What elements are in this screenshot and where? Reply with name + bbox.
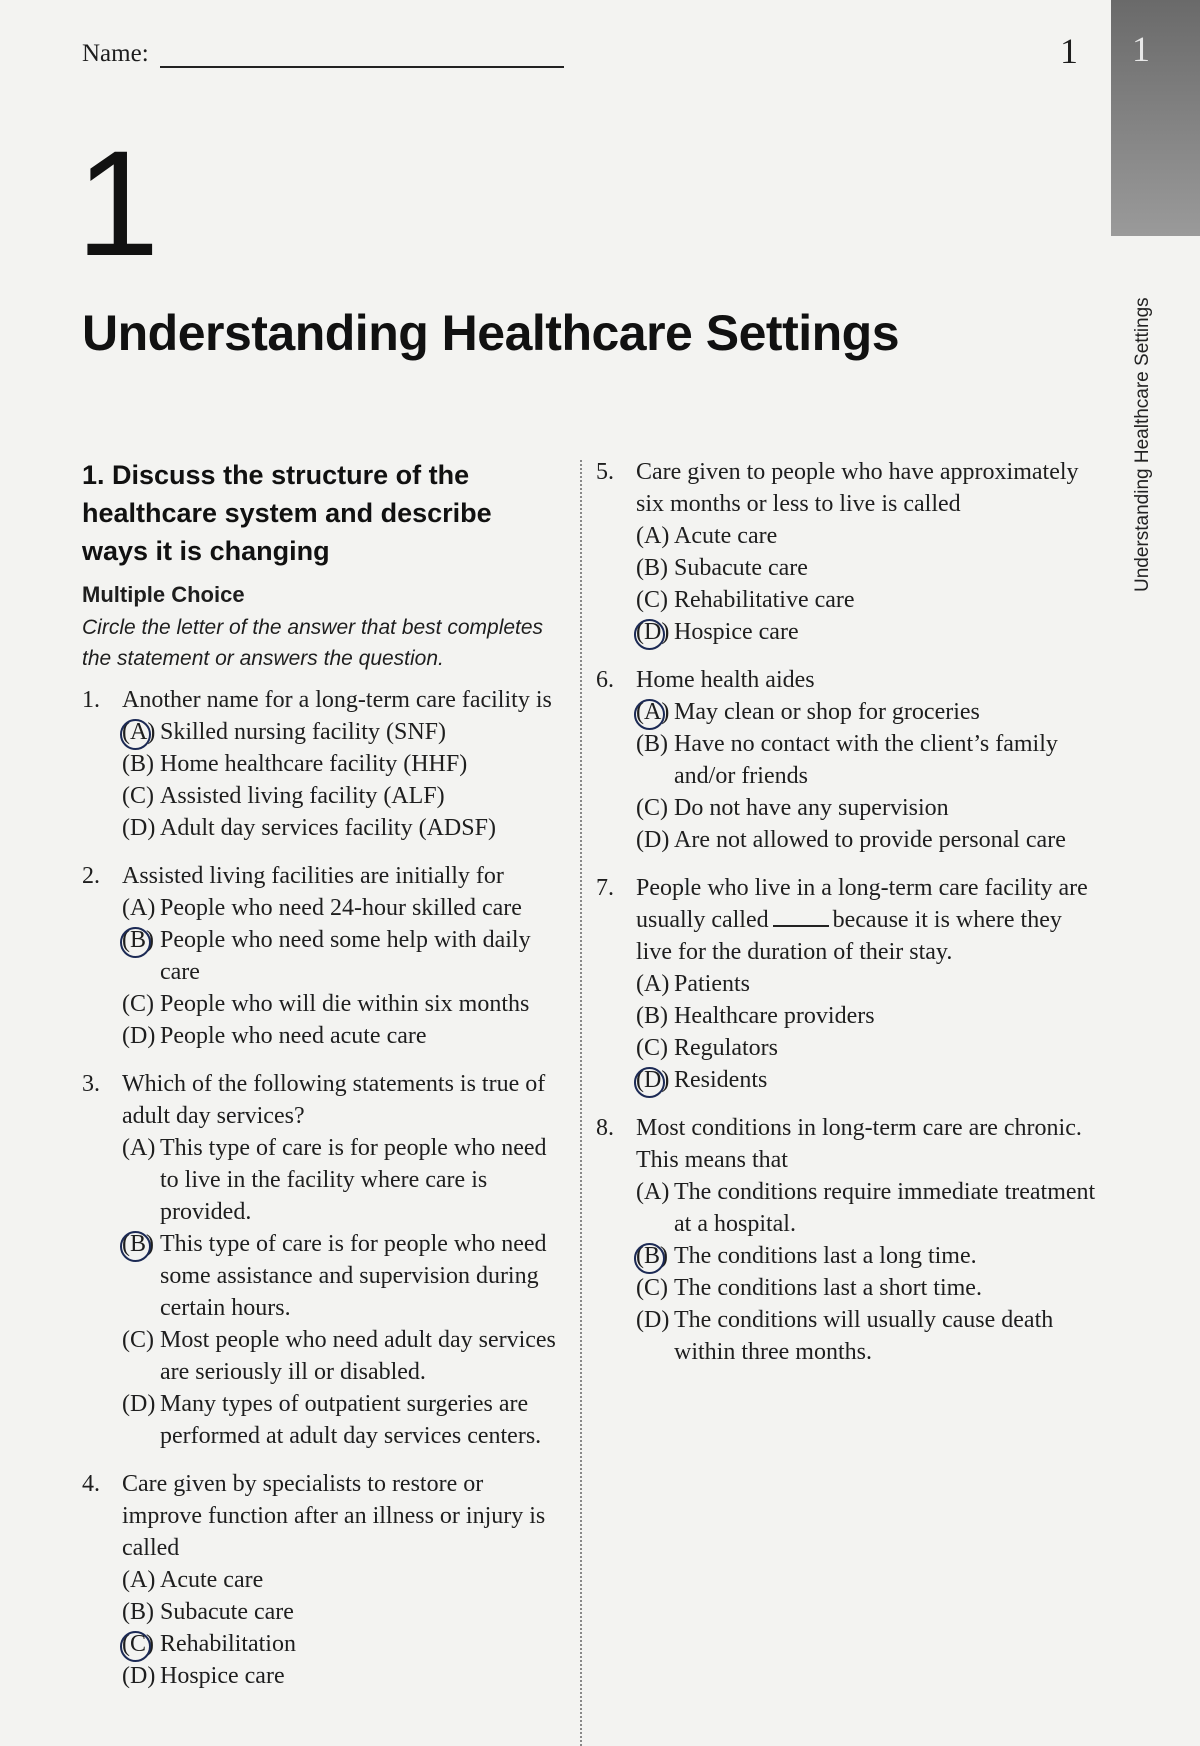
question-2 [82, 860, 564, 1052]
question-number: 2. [82, 863, 100, 889]
question-number: 6. [596, 667, 614, 693]
option-letter: (D) [636, 616, 669, 648]
page-number: 1 [1060, 31, 1078, 71]
option-letter: (A) [636, 696, 669, 728]
option-letter: (B) [636, 731, 668, 757]
option-text: Rehabilitation [160, 1631, 296, 1657]
option-text: Adult day services facility (ADSF) [160, 815, 496, 841]
chapter-title: Understanding Healthcare Settings [82, 305, 899, 361]
option-text: Have no contact with the client’s family and/or friends [674, 731, 1058, 789]
question-text: Most conditions in long-term care are chronic. This means that [636, 1115, 1082, 1173]
option-d-circled[interactable] [636, 1064, 1096, 1096]
option-a-circled[interactable] [122, 716, 564, 748]
option-c[interactable] [636, 1032, 1096, 1064]
option-letter: (A) [122, 1567, 156, 1593]
multiple-choice-heading: Multiple Choice [82, 582, 245, 607]
question-text: Another name for a long-term care facility is [122, 687, 552, 713]
option-text: Hospice care [674, 619, 799, 645]
option-letter: (D) [122, 815, 156, 841]
name-field-line[interactable] [160, 66, 564, 68]
option-a[interactable] [636, 1176, 1096, 1240]
section-heading: 1. Discuss the structure of the healthcare system and describe ways it is changing [82, 460, 492, 566]
option-d[interactable] [636, 1304, 1096, 1368]
question-number: 8. [596, 1115, 614, 1141]
option-letter: (D) [636, 827, 670, 853]
question-3 [82, 1068, 564, 1452]
option-letter: (A) [122, 895, 156, 921]
option-letter: (C) [636, 795, 668, 821]
option-text: Many types of outpatient surgeries are performed at adult day services centers. [160, 1391, 542, 1449]
option-text: Assisted living facility (ALF) [160, 783, 445, 809]
question-number: 1. [82, 687, 100, 713]
option-text: Rehabilitative care [674, 587, 855, 613]
option-b[interactable] [636, 1000, 1096, 1032]
question-5 [596, 456, 1096, 648]
option-letter: (C) [122, 1628, 154, 1660]
question-number: 3. [82, 1071, 100, 1097]
option-text: People who need 24-hour skilled care [160, 895, 522, 921]
side-tab-label: Understanding Healthcare Settings [1132, 297, 1153, 592]
question-text-before-blank: People who live in a long-term care facility are usually called [636, 875, 1088, 933]
option-c[interactable] [636, 584, 1096, 616]
option-c[interactable] [122, 988, 564, 1020]
option-text: Regulators [674, 1035, 778, 1061]
option-c[interactable] [636, 792, 1096, 824]
option-text: Residents [674, 1067, 768, 1093]
option-b-circled[interactable] [122, 1228, 564, 1324]
option-letter: (B) [122, 1228, 154, 1260]
option-letter: (B) [122, 1599, 154, 1625]
option-text: May clean or shop for groceries [674, 699, 980, 725]
option-letter: (A) [122, 716, 155, 748]
question-text: Which of the following statements is true of adult day services? [122, 1071, 546, 1129]
option-text: Acute care [674, 523, 778, 549]
option-b-circled[interactable] [636, 1240, 1096, 1272]
option-b[interactable] [122, 748, 564, 780]
question-number: 7. [596, 875, 614, 901]
option-letter: (C) [122, 991, 154, 1017]
option-text: Home healthcare facility (HHF) [160, 751, 468, 777]
chapter-side-tab [1111, 0, 1200, 236]
option-text: Subacute care [160, 1599, 294, 1625]
option-c[interactable] [636, 1272, 1096, 1304]
option-text: Are not allowed to provide personal care [674, 827, 1066, 853]
option-letter: (D) [122, 1023, 156, 1049]
option-letter: (C) [636, 587, 668, 613]
option-a[interactable] [122, 1132, 564, 1228]
option-text: Skilled nursing facility (SNF) [160, 719, 446, 745]
option-letter: (C) [636, 1275, 668, 1301]
option-c[interactable] [122, 780, 564, 812]
question-number: 4. [82, 1471, 100, 1497]
option-letter: (C) [122, 783, 154, 809]
left-column [82, 456, 564, 1708]
option-text: People who need some help with daily care [160, 927, 531, 985]
option-text: This type of care is for people who need to live in the facility where care is provided. [160, 1135, 547, 1225]
instructions: Circle the letter of the answer that best completes the statement or answers the question. [82, 616, 544, 670]
option-text: Healthcare providers [674, 1003, 875, 1029]
option-letter: (C) [122, 1327, 154, 1353]
option-b-circled[interactable] [122, 924, 564, 988]
option-text: People who will die within six months [160, 991, 530, 1017]
option-d[interactable] [636, 824, 1096, 856]
option-text: Most people who need adult day services are seriously ill or disabled. [160, 1327, 556, 1385]
option-a[interactable] [122, 892, 564, 924]
question-text [636, 872, 1096, 968]
option-text: Subacute care [674, 555, 808, 581]
option-letter: (D) [636, 1307, 670, 1333]
option-d-circled[interactable] [636, 616, 1096, 648]
option-c-circled[interactable] [122, 1628, 564, 1660]
option-letter: (D) [636, 1064, 669, 1096]
option-b[interactable] [636, 728, 1096, 792]
option-letter: (B) [122, 924, 154, 956]
option-letter: (D) [122, 1663, 156, 1689]
option-text: Acute care [160, 1567, 264, 1593]
option-letter: (A) [122, 1135, 156, 1161]
question-4 [82, 1468, 564, 1692]
option-letter: (A) [636, 1179, 670, 1205]
option-d[interactable] [122, 1388, 564, 1452]
question-text: Assisted living facilities are initially for [122, 863, 504, 889]
right-column [596, 456, 1096, 1384]
column-divider [580, 460, 582, 1746]
option-text: The conditions will usually cause death within three months. [674, 1307, 1054, 1365]
option-letter: (C) [636, 1035, 668, 1061]
question-text-after-blank: because it is where they live for the duration of their stay. [636, 907, 1062, 965]
option-b[interactable] [122, 1596, 564, 1628]
option-a[interactable] [636, 520, 1096, 552]
question-text: Care given by specialists to restore or improve function after an illness or injury is called [122, 1471, 546, 1561]
answer-blank[interactable] [773, 907, 829, 927]
option-text: This type of care is for people who need some assistance and supervision during certain hours. [160, 1231, 547, 1321]
side-tab-number: 1 [1132, 29, 1150, 69]
option-letter: (A) [636, 971, 670, 997]
option-letter: (D) [122, 1391, 156, 1417]
question-8 [596, 1112, 1096, 1368]
question-6 [596, 664, 1096, 856]
option-letter: (B) [636, 555, 668, 581]
question-1 [82, 684, 564, 844]
option-letter: (A) [636, 523, 670, 549]
option-c[interactable] [122, 1324, 564, 1388]
option-text: Patients [674, 971, 750, 997]
option-text: People who need acute care [160, 1023, 427, 1049]
option-b[interactable] [636, 552, 1096, 584]
option-d[interactable] [122, 1660, 564, 1692]
option-letter: (B) [122, 751, 154, 777]
option-letter: (B) [636, 1003, 668, 1029]
option-text: The conditions last a long time. [674, 1243, 977, 1269]
chapter-number: 1 [76, 119, 160, 287]
option-text: The conditions last a short time. [674, 1275, 982, 1301]
option-d[interactable] [122, 1020, 564, 1052]
option-text: Do not have any supervision [674, 795, 949, 821]
option-d[interactable] [122, 812, 564, 844]
option-letter: (B) [636, 1240, 668, 1272]
option-a[interactable] [636, 968, 1096, 1000]
option-a-circled[interactable] [636, 696, 1096, 728]
question-number: 5. [596, 459, 614, 485]
option-text: The conditions require immediate treatment at a hospital. [674, 1179, 1096, 1237]
option-text: Hospice care [160, 1663, 285, 1689]
name-label: Name: [82, 40, 149, 67]
question-text: Home health aides [636, 667, 815, 693]
question-text: Care given to people who have approximately six months or less to live is called [636, 459, 1079, 517]
question-7 [596, 872, 1096, 1096]
option-a[interactable] [122, 1564, 564, 1596]
